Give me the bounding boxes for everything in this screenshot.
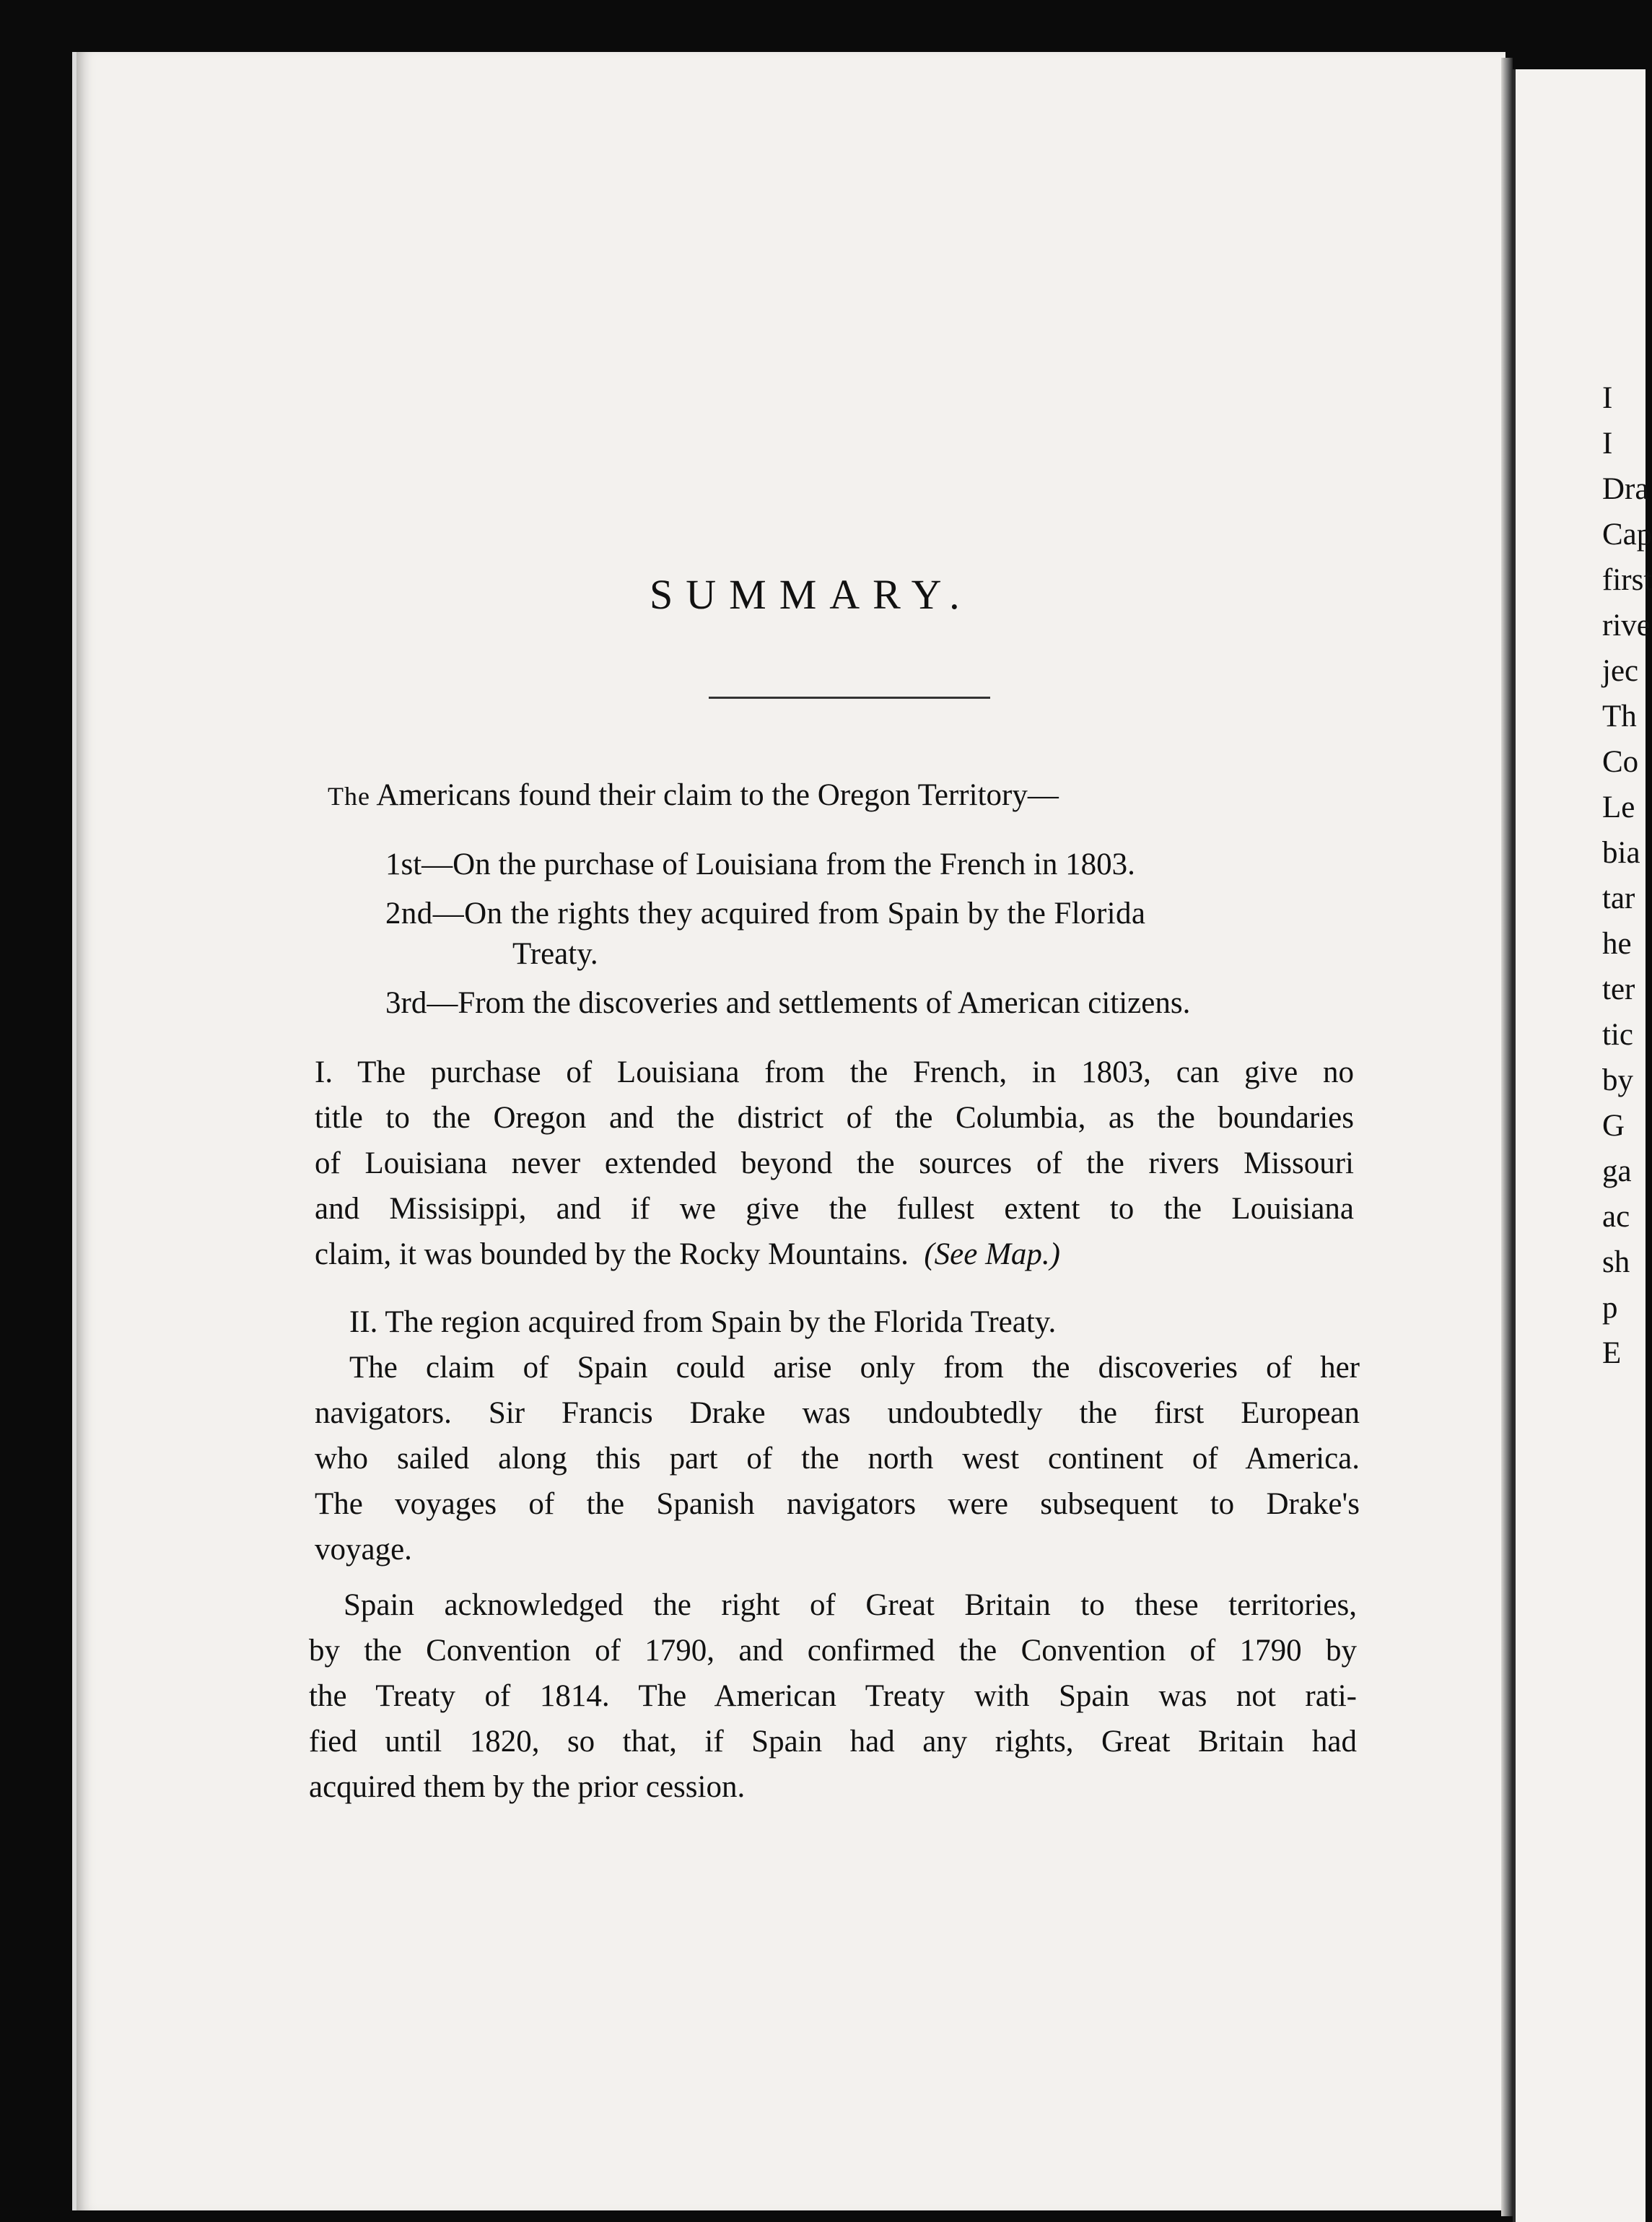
para3-line: acquired them by the prior cession. (309, 1770, 746, 1804)
para1-line: I. The purchase of Louisiana from the French, in 1803, can give no (315, 1055, 1354, 1089)
para2-line: The voyages of the Spanish navigators were subsequent to Drake's (315, 1487, 1360, 1521)
facing-fragment: I (1602, 381, 1613, 415)
para3-line: fied until 1820, so that, if Spain had any rights, Great Britain had (309, 1725, 1357, 1759)
facing-fragment: tic (1602, 1018, 1633, 1052)
para2-line: who sailed along this part of the north west continent of America. (315, 1442, 1360, 1476)
para1-line: of Louisiana never extended beyond the sources of the rivers Missouri (315, 1146, 1354, 1180)
facing-fragment: ac (1602, 1200, 1630, 1234)
facing-fragment: Le (1602, 790, 1635, 824)
para3-line: the Treaty of 1814. The American Treaty with Spain was not rati- (309, 1679, 1357, 1713)
claim-2: 2nd—On the rights they acquired from Spain by the Florida (385, 897, 1146, 931)
paragraph-spain (315, 1299, 1360, 1572)
facing-fragment: G (1602, 1109, 1625, 1143)
para3-line: by the Convention of 1790, and confirmed the Convention of 1790 by (309, 1634, 1357, 1668)
facing-fragment: ga (1602, 1154, 1632, 1188)
para1-line: title to the Oregon and the district of the Columbia, as the boundaries (315, 1101, 1354, 1135)
facing-fragment: first (1602, 563, 1652, 597)
para1-line: and Missisippi, and if we give the fullest extent to the Louisiana (315, 1192, 1354, 1226)
facing-fragment: Co (1602, 745, 1639, 779)
facing-fragment: rive (1602, 609, 1651, 642)
facing-fragment: he (1602, 927, 1632, 961)
para2-heading: II. The region acquired from Spain by the Florida Treaty. (349, 1305, 1057, 1339)
paragraph-louisiana (315, 1050, 1354, 1277)
paragraph-convention (309, 1582, 1357, 1810)
facing-fragment: by (1602, 1063, 1633, 1097)
facing-fragment: bia (1602, 836, 1640, 870)
facing-fragment: ter (1602, 972, 1635, 1006)
para1-line: claim, it was bounded by the Rocky Mountains. (315, 1237, 909, 1271)
facing-fragment: E (1602, 1336, 1622, 1370)
para2-line: The claim of Spain could arise only from the discoveries of her (349, 1351, 1360, 1385)
page-title: SUMMARY. (650, 571, 973, 618)
claim-1: 1st—On the purchase of Louisiana from the French in 1803. (385, 848, 1135, 881)
claims-list (385, 840, 1190, 1028)
para1-last-line (315, 1232, 1354, 1277)
facing-fragment: Cap (1602, 518, 1652, 552)
facing-fragment: sh (1602, 1245, 1630, 1279)
title-rule (709, 697, 990, 699)
para3-line: Spain acknowledged the right of Great Britain to these territories, (344, 1588, 1357, 1622)
facing-fragment: Dra (1602, 472, 1649, 506)
intro-sentence (328, 772, 1059, 819)
para2-line: navigators. Sir Francis Drake was undoubtedly the first European (315, 1396, 1360, 1430)
claim-3: 3rd—From the discoveries and settlements of American citizens. (385, 986, 1191, 1020)
facing-fragment: jec (1602, 654, 1639, 688)
intro-lead: The (328, 782, 370, 811)
facing-fragment: Th (1602, 700, 1637, 733)
facing-fragment: tar (1602, 881, 1635, 915)
facing-fragment: p (1602, 1291, 1618, 1325)
facing-page-text (1602, 375, 1652, 1376)
intro-rest: Americans found their claim to the Oregon Territory— (370, 778, 1059, 812)
facing-fragment: I (1602, 427, 1613, 461)
claim-2-continued: Treaty. (512, 937, 598, 971)
para2-line: voyage. (315, 1533, 412, 1567)
see-map-note: (See Map.) (924, 1237, 1060, 1271)
book-gutter (1501, 58, 1513, 2216)
